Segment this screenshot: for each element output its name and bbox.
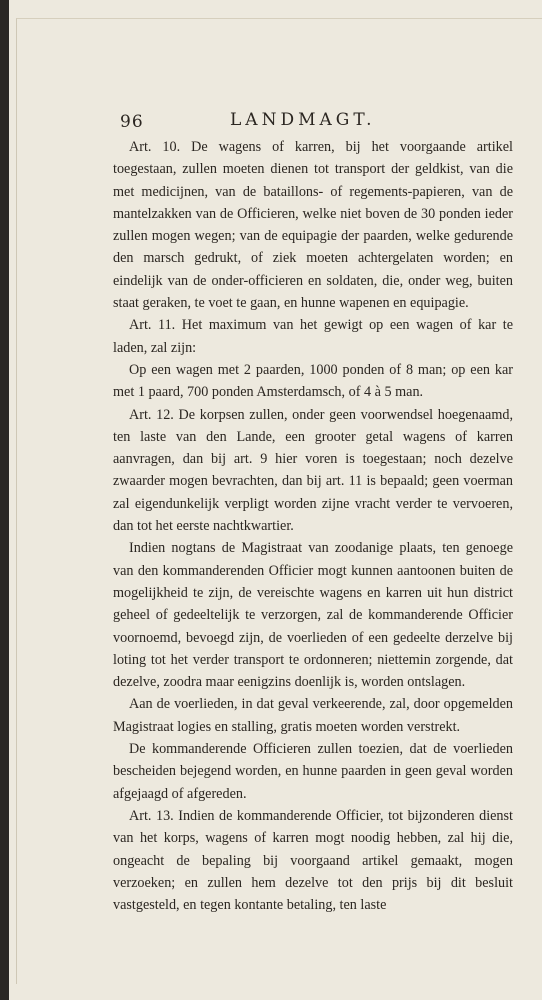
page-number: 96	[120, 112, 144, 132]
paragraph-art-13: Art. 13. Indien de kommanderende Officier, tot bijzonderen dienst van het korps, wagens of karren mogt noodig hebben, zal hij die, ongeacht de bepaling bij voorgaand artikel gemaakt, mogen verzoeken; en zullen hem dezelve tot den prijs bij dit besluit vastgesteld, en tegen kontante betaling, ten laste	[113, 807, 513, 914]
body-text	[113, 136, 513, 916]
binding-edge	[0, 0, 9, 1000]
paragraph-art-11-limits: Op een wagen met 2 paarden, 1000 ponden of 8 man; op een kar met 1 paard, 700 ponden Amsterdamsch, of 4 à 5 man.	[113, 361, 513, 401]
paragraph-art-10: Art. 10. De wagens of karren, bij het voorgaande artikel toegestaan, zullen moeten dienen tot transport der geldkist, van die met medicijnen, van de bataillons- of regements-papieren, van de mantelzakken van de Officieren, welke niet boven de 30 ponden ieder zullen mogen wegen; van de equipagie der paarden, welke gedurende den marsch gedrukt, of ziek moeten achtergelaten worden; en eindelijk van de onder-officieren en soldaten, die, onder weg, buiten staat geraken, te voet te gaan, en hunne wapenen en equipagie.	[113, 139, 513, 312]
paragraph-art-12-magistrate: Indien nogtans de Magistraat van zoodanige plaats, ten genoege van den kommanderenden Officier mogt kunnen aantoonen buiten de mogelijkheid te zijn, de vereischte wagens en karren uit hun district geheel of gedeeltelijk te verzorgen, zal de kommanderende Officier voornoemd, bevoegd zijn, de voerlieden of een gedeelte derzelve bij loting tot het verder transport te ordonneren; niettemin zorgende, dat dezelve, zoodra maar eenigzins doenlijk is, worden ontslagen.	[113, 540, 513, 691]
paragraph-art-11: Art. 11. Het maximum van het gewigt op een wagen of kar te laden, zal zijn:	[113, 317, 513, 356]
paragraph-art-12-lodging: Aan de voerlieden, in dat geval verkeerende, zal, door opgemelden Magistraat logies en stalling, gratis moeten worden verstrekt.	[113, 696, 513, 735]
page-header	[120, 110, 520, 136]
paragraph-art-12: Art. 12. De korpsen zullen, onder geen voorwendsel hoegenaamd, ten laste van den Lande, een grooter getal wagens of karren aanvragen, dan bij art. 9 hier voren is toegestaan; noch dezelve zwaarder mogen bevrachten, dan bij art. 11 is bepaald; geen voerman zal eigendunkelijk verpligt worden zijne vracht verder te vervoeren, dan tot het eerste nachtkwartier.	[113, 406, 513, 535]
running-title: LANDMAGT.	[230, 110, 376, 130]
paragraph-art-12-treatment: De kommanderende Officieren zullen toezien, dat de voerlieden bescheiden bejegend worden, en hunne paarden in geen geval worden afgejaagd of afgereden.	[113, 741, 513, 802]
